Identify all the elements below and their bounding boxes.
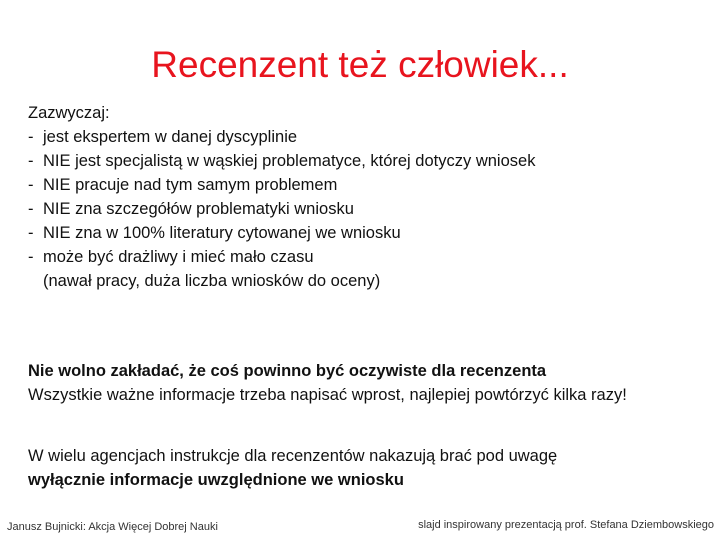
bullet-dash: - (28, 224, 34, 242)
bullet-dash: - (28, 248, 34, 266)
footer-credit: slajd inspirowany prezentacją prof. Stefana Dziembowskiego (418, 519, 714, 531)
list-item (28, 197, 710, 221)
slide-title: Recenzent też człowiek... (151, 44, 569, 85)
bullet-dash: - (28, 176, 34, 194)
bullet-continuation: (nawał pracy, duża liczba wniosków do oceny) (43, 272, 381, 290)
list-item (28, 125, 710, 149)
bullet-text: NIE zna szczegółów problematyki wniosku (43, 200, 354, 218)
bullet-text: jest ekspertem w danej dyscyplinie (43, 128, 298, 146)
footer-author: Janusz Bujnicki: Akcja Więcej Dobrej Nauki (7, 521, 218, 533)
bullet-list (28, 125, 710, 293)
paragraph-2-bold: wyłącznie informacje uwzględnione we wniosku (28, 471, 404, 489)
bullet-dash: - (28, 200, 34, 218)
paragraph-1-text: Wszystkie ważne informacje trzeba napisać wprost, najlepiej powtórzyć kilka razy! (28, 386, 627, 404)
bullet-text: NIE jest specjalistą w wąskiej problematyce, której dotyczy wniosek (43, 152, 536, 170)
paragraph-1 (28, 359, 710, 407)
paragraph-2 (28, 444, 710, 492)
bullet-text: może być drażliwy i mieć mało czasu (43, 248, 314, 266)
intro-label: Zazwyczaj: (28, 104, 110, 122)
bullet-text: NIE pracuje nad tym samym problemem (43, 176, 338, 194)
intro-section (28, 101, 710, 293)
list-item (28, 173, 710, 197)
bullet-dash: - (28, 152, 34, 170)
list-item (28, 245, 710, 293)
list-item (28, 149, 710, 173)
bullet-dash: - (28, 128, 34, 146)
bullet-text: NIE zna w 100% literatury cytowanej we wniosku (43, 224, 401, 242)
list-item (28, 221, 710, 245)
paragraph-1-bold: Nie wolno zakładać, że coś powinno być oczywiste dla recenzenta (28, 362, 547, 380)
paragraph-2-text: W wielu agencjach instrukcje dla recenzentów nakazują brać pod uwagę (28, 447, 558, 465)
